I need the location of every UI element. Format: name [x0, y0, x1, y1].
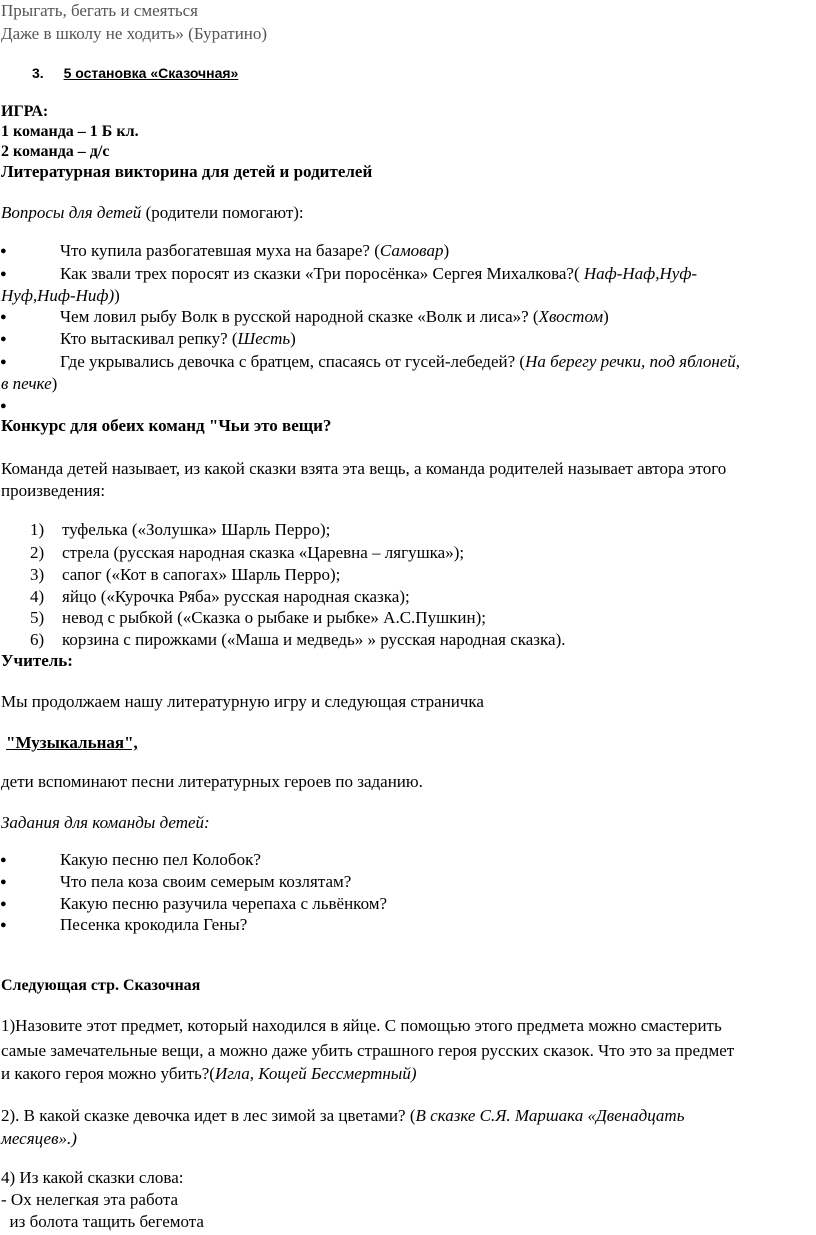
question-text: Что купила разбогатевшая муха на базаре? (: [60, 241, 380, 260]
task-text: Какую песню пел Колобок?: [60, 850, 261, 869]
item-number: 3): [30, 565, 45, 584]
teacher-text: Мы продолжаем нашу литературную игру и следующая страничка: [1, 692, 484, 711]
next-q1-line-3: и какого героя можно убить?(Игла, Кощей Бессмертный): [1, 1064, 417, 1083]
contest-desc-2: произведения:: [1, 481, 106, 500]
item-number: 6): [30, 630, 45, 649]
list-item: [0, 241, 816, 261]
item-text: стрела (русская народная сказка «Царевна – лягушка»);: [62, 543, 465, 562]
list-item: [0, 543, 816, 563]
teacher-label: Учитель:: [1, 651, 73, 670]
music-desc: дети вспоминают песни литературных героев по заданию.: [1, 772, 423, 791]
team-2: 2 команда – д/с: [1, 143, 110, 160]
next-title: Следующая стр. Сказочная: [1, 977, 201, 994]
question-answer: Хвостом: [538, 307, 604, 326]
next-q4-line-3: из болота тащить бегемота: [1, 1212, 204, 1231]
list-item: [0, 894, 816, 914]
list-item: [0, 520, 816, 540]
task-text: Песенка крокодила Гены?: [60, 915, 248, 934]
question-text: Где укрывались девочка с братцем, спасаясь от гусей-лебедей? (: [60, 352, 526, 371]
next-q1-line-1: 1)Назовите этот предмет, который находился в яйце. С помощью этого предмета можно смастерить: [1, 1016, 722, 1035]
question-text: Кто вытаскивал репку? (: [60, 329, 238, 348]
question-continuation: Нуф,Ниф-Ниф)): [1, 286, 120, 305]
question-answer: Шесть: [237, 329, 291, 348]
next-q1-answer: Игла, Кощей Бессмертный): [214, 1064, 417, 1083]
questions-intro: [1, 203, 304, 223]
bullet-icon: ●: [0, 854, 7, 866]
question-answer: На берегу речки, под яблоней,: [525, 352, 741, 371]
question-answer: Самовар: [379, 241, 444, 260]
contest-title: Конкурс для обеих команд "Чьи это вещи?: [1, 416, 332, 435]
item-text: туфелька («Золушка» Шарль Перро);: [62, 520, 331, 539]
bullet-icon: ●: [0, 356, 7, 368]
question-text: Как звали трех поросят из сказки «Три поросёнка» Сергея Михалкова?(: [60, 264, 584, 283]
list-item: [0, 587, 816, 607]
game-label: ИГРА:: [1, 103, 49, 120]
stop-heading: [32, 64, 238, 82]
list-item: [0, 915, 816, 935]
question-text: Чем ловил рыбу Волк в русской народной сказке «Волк и лиса»? (: [60, 307, 539, 326]
question-end: ): [603, 307, 609, 326]
bullet-icon: ●: [0, 919, 7, 931]
list-item: [0, 608, 816, 628]
list-item: [0, 850, 816, 870]
item-text: сапог («Кот в сапогах» Шарль Перро);: [62, 565, 341, 584]
question-continuation: в печке): [1, 374, 58, 393]
questions-intro-italic: Вопросы для детей: [1, 203, 142, 222]
quiz-title: Литературная викторина для детей и родителей: [1, 162, 373, 181]
stop-title: 5 остановка «Сказочная»: [63, 65, 239, 81]
item-number: 2): [30, 543, 45, 562]
bullet-icon: ●: [0, 876, 7, 888]
question-end: ): [443, 241, 450, 260]
task-text: Что пела коза своим семерым козлятам?: [60, 872, 352, 891]
item-number: 4): [30, 587, 45, 606]
question-answer: Наф-Наф,Нуф-: [583, 264, 698, 283]
music-title: "Музыкальная",: [6, 733, 138, 752]
next-q2-line-2: месяцев».): [1, 1129, 77, 1148]
next-q2-line-1: 2). В какой сказке девочка идет в лес зимой за цветами? (В сказке С.Я. Маршака «Двенадцать: [1, 1106, 685, 1125]
item-text: корзина с пирожками («Маша и медведь» » русская народная сказка).: [62, 630, 566, 649]
contest-desc-1: Команда детей называет, из какой сказки взята эта вещь, а команда родителей называет автора этого: [1, 459, 727, 478]
bullet-icon: ●: [0, 400, 7, 412]
empty-bullet: [0, 396, 20, 416]
stop-number: 3.: [32, 65, 44, 81]
bullet-icon: ●: [0, 311, 7, 323]
item-number: 5): [30, 608, 45, 627]
bullet-icon: ●: [0, 333, 7, 345]
intro-line-2: Даже в школу не ходить» (Буратино): [1, 24, 268, 43]
list-item: [0, 307, 816, 327]
list-item: [0, 565, 816, 585]
next-q2-answer: В сказке С.Я. Маршака «Двенадцать: [415, 1106, 685, 1125]
list-item: [0, 264, 816, 284]
task-text: Какую песню разучила черепаха с львёнком?: [60, 894, 388, 913]
questions-intro-rest: (родители помогают):: [141, 203, 304, 222]
item-text: невод с рыбкой («Сказка о рыбаке и рыбке» А.С.Пушкин);: [62, 608, 487, 627]
next-q1-line-2: самые замечательные вещи, а можно даже убить страшного героя русских сказок. Что это за предмет: [1, 1041, 735, 1060]
tasks-label: Задания для команды детей:: [1, 813, 210, 832]
question-end: ): [290, 329, 296, 348]
list-item: [0, 329, 816, 349]
next-q4-line-1: 4) Из какой сказки слова:: [1, 1168, 184, 1187]
list-item: [0, 630, 816, 650]
intro-line-1: Прыгать, бегать и смеяться: [1, 1, 199, 20]
next-q4-line-2: - Ох нелегкая эта работа: [1, 1190, 179, 1209]
item-number: 1): [30, 520, 45, 539]
item-text: яйцо («Курочка Ряба» русская народная сказка);: [62, 587, 410, 606]
bullet-icon: ●: [0, 245, 7, 257]
bullet-icon: ●: [0, 268, 7, 280]
team-1: 1 команда – 1 Б кл.: [1, 123, 139, 140]
list-item: [0, 352, 816, 372]
list-item: [0, 872, 816, 892]
bullet-icon: ●: [0, 898, 7, 910]
